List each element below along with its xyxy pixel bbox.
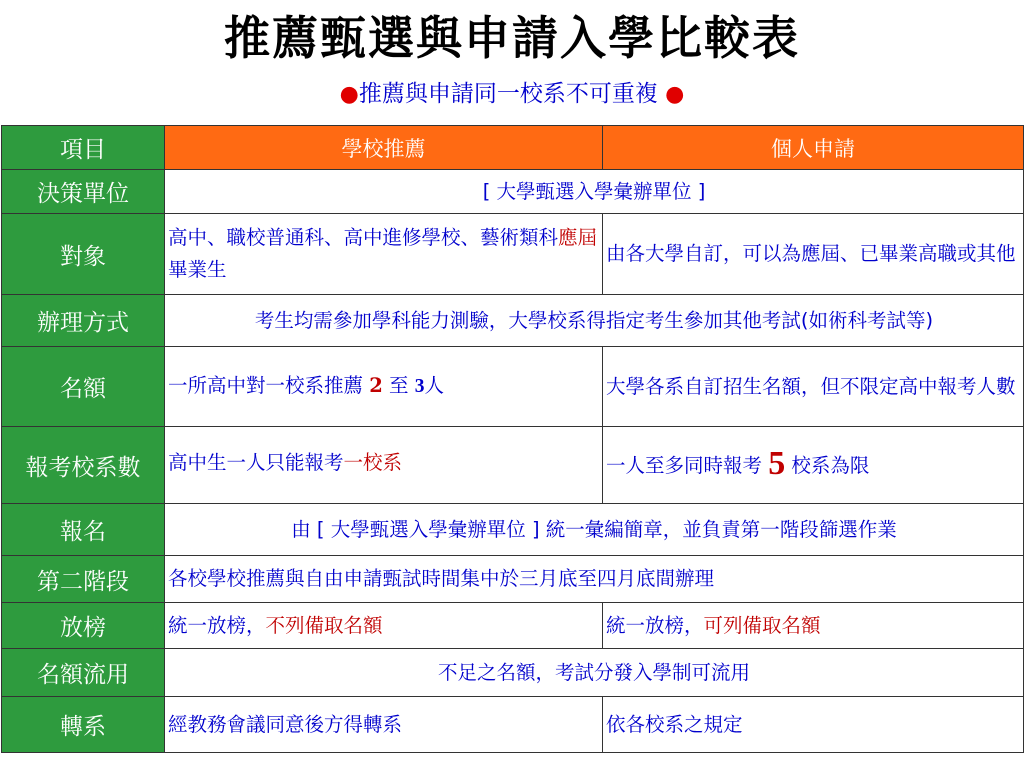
stage2-cell: 各校學校推薦與自由申請甄試時間集中於三月底至四月底間辦理	[165, 556, 1024, 603]
target-recommend-highlight: 應屆	[558, 226, 598, 249]
method-cell: 考生均需參加學科能力測驗，大學校系得指定考生參加其他考試(如術科考試等)	[165, 295, 1024, 347]
row-label-flow: 名額流用	[2, 649, 165, 697]
table-row	[2, 170, 1024, 214]
subtitle-text: 推薦與申請同一校系不可重複	[358, 81, 658, 107]
count-apply-cell	[603, 427, 1024, 504]
transfer-recommend-cell: 經教務會議同意後方得轉系	[165, 697, 603, 753]
table-row	[2, 295, 1024, 347]
quota-apply-cell: 大學各系自訂招生名額，但不限定高中報考人數	[603, 347, 1024, 427]
row-label-transfer: 轉系	[2, 697, 165, 753]
table-row	[2, 504, 1024, 556]
row-label-target: 對象	[2, 214, 165, 295]
row-label-count: 報考校系數	[2, 427, 165, 504]
result-apply-cell	[603, 603, 1024, 649]
quota-min: 2	[369, 374, 383, 397]
table-row	[2, 427, 1024, 504]
result-recommend-highlight: 不列備取名額	[265, 613, 383, 637]
flow-cell: 不足之名額，考試分發入學制可流用	[165, 649, 1024, 697]
subtitle	[0, 76, 1024, 113]
row-label-register: 報名	[2, 504, 165, 556]
register-cell: 由 [ 大學甄選入學彙辦單位 ] 統一彙編簡章，並負責第一階段篩選作業	[165, 504, 1024, 556]
quota-max: 3	[414, 376, 425, 397]
quota-text-a: 一所高中對一校系推薦	[168, 374, 370, 397]
target-recommend-text: 高中、職校普通科、高中進修學校、藝術類科	[168, 226, 559, 249]
quota-recommend-cell	[165, 347, 603, 427]
row-label-method: 辦理方式	[2, 295, 165, 347]
target-recommend-cell	[165, 214, 603, 295]
result-apply-highlight: 可列備取名額	[703, 613, 821, 637]
quota-text-c: 至	[382, 374, 415, 397]
transfer-apply-cell: 依各校系之規定	[603, 697, 1024, 753]
count-apply-number: 5	[768, 445, 786, 482]
header-recommend: 學校推薦	[165, 126, 603, 170]
table-row	[2, 556, 1024, 603]
count-recommend-text: 高中生一人只能報考	[168, 451, 344, 474]
row-label-result: 放榜	[2, 603, 165, 649]
header-apply: 個人申請	[603, 126, 1024, 170]
header-item: 項目	[2, 126, 165, 170]
bullet-icon: ●	[665, 82, 685, 107]
count-apply-text-c: 校系為限	[785, 454, 870, 477]
table-header-row	[2, 126, 1024, 170]
page-title: 推薦甄選與申請入學比較表	[224, 11, 800, 65]
quota-text-e: 人	[424, 374, 444, 397]
table-row	[2, 649, 1024, 697]
count-recommend-cell	[165, 427, 603, 504]
comparison-table	[1, 125, 1024, 753]
bullet-icon: ●	[339, 82, 359, 107]
target-apply-cell: 由各大學自訂，可以為應屆、已畢業高職或其他	[603, 214, 1024, 295]
table-row	[2, 214, 1024, 295]
row-label-stage2: 第二階段	[2, 556, 165, 603]
decision-cell: [ 大學甄選入學彙辦單位 ]	[165, 170, 1024, 214]
count-apply-text-a: 一人至多同時報考	[606, 454, 769, 477]
result-recommend-text: 統一放榜，	[168, 613, 266, 637]
row-label-decision: 決策單位	[2, 170, 165, 214]
table-row	[2, 347, 1024, 427]
row-label-quota: 名額	[2, 347, 165, 427]
table-row	[2, 603, 1024, 649]
target-recommend-suffix: 畢業生	[168, 258, 227, 281]
count-recommend-highlight: 一校系	[343, 451, 403, 474]
table-row	[2, 697, 1024, 753]
result-recommend-cell	[165, 603, 603, 649]
result-apply-text: 統一放榜，	[606, 613, 704, 637]
